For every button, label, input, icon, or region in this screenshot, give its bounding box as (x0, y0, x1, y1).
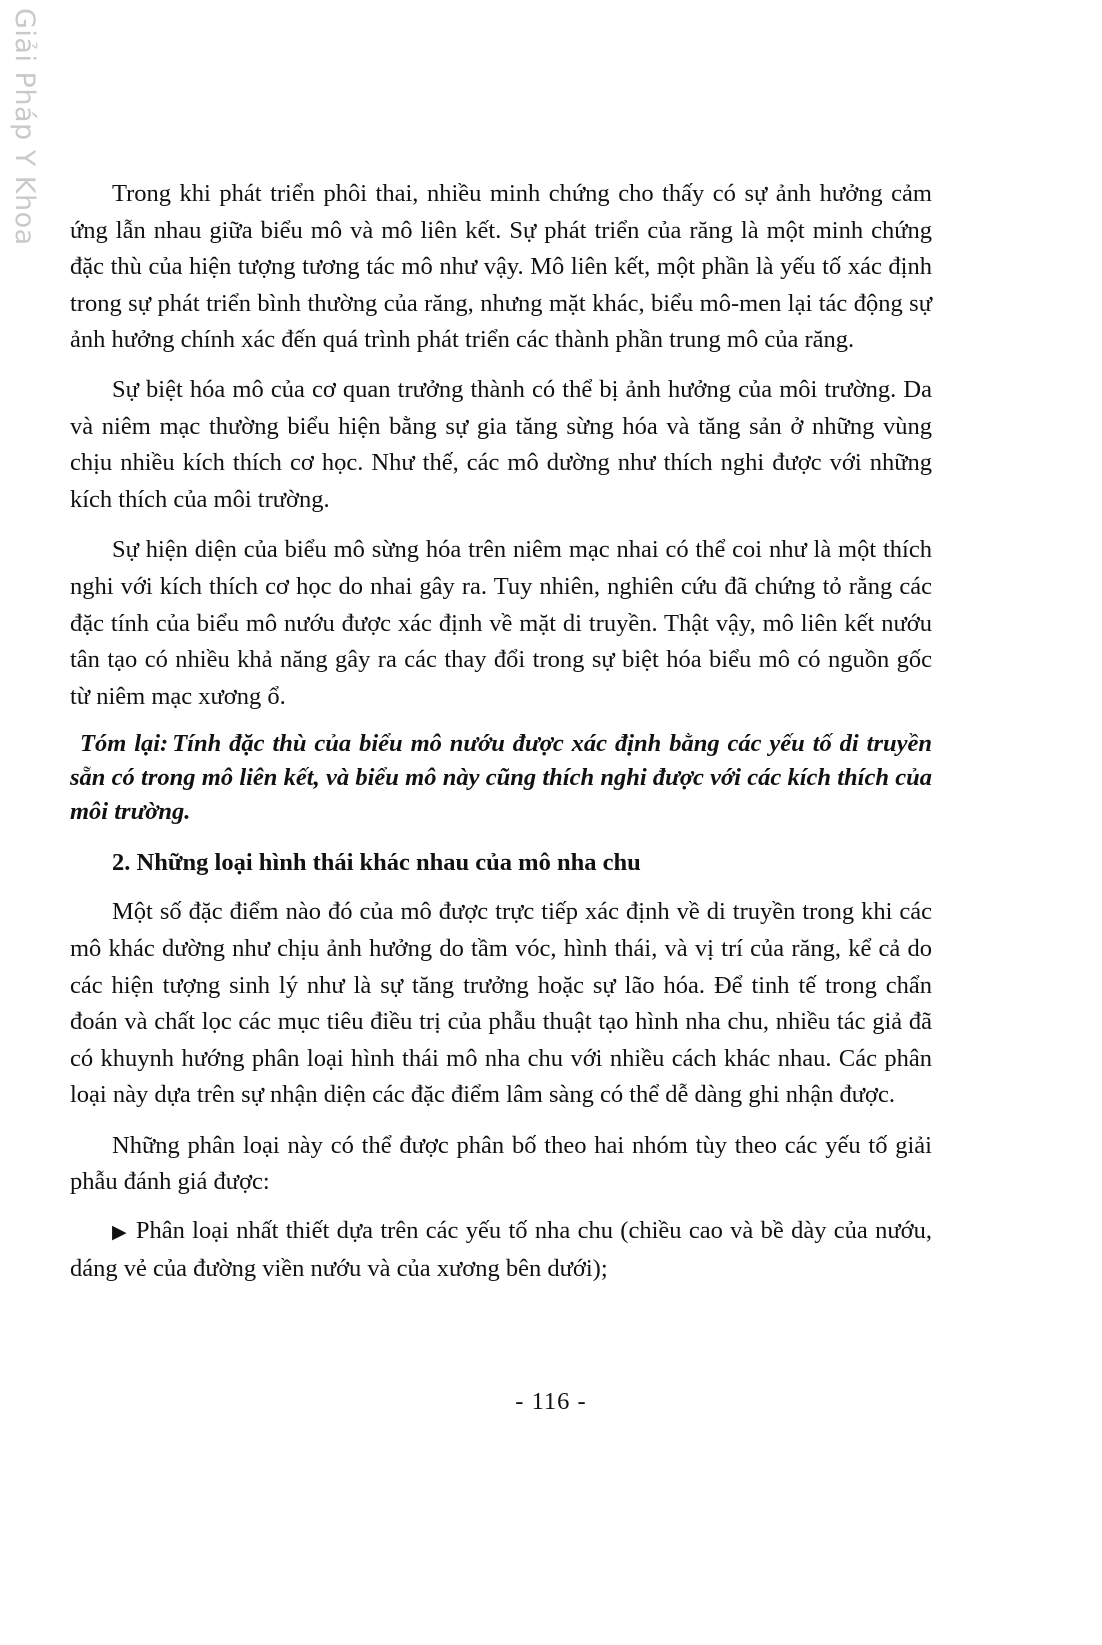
summary-text: Tính đặc thù của biểu mô nướu được xác định bằng các yếu tố di truyền sẵn có trong mô liên kết, và biểu mô này cũng thích nghi được với các kích thích của môi trường. (70, 730, 933, 826)
summary-lead: Tóm lại: (80, 730, 169, 758)
triangle-bullet-icon: ▶ (112, 1221, 128, 1244)
paragraph-2: Sự biệt hóa mô của cơ quan trưởng thành có thể bị ảnh hưởng của môi trường. Da và niêm mạc thường biểu hiện bằng sự gia tăng sừng hóa và tăng sản ở những vùng chịu nhiều kích thích cơ học. Như thế, các mô dường như thích nghi được với những kích thích của môi trường. (70, 375, 932, 513)
page-number: - 116 - (515, 1388, 587, 1415)
bullet-text: Phân loại nhất thiết dựa trên các yếu tố nha chu (chiều cao và bề dày của nướu, dáng vẻ của đường viền nướu và của xương bên dưới); (70, 1217, 932, 1282)
section-paragraph-2: Những phân loại này có thể được phân bố theo hai nhóm tùy theo các yếu tố giải phẫu đánh giá được: (70, 1131, 932, 1196)
section-paragraph-1: Một số đặc điểm nào đó của mô được trực tiếp xác định về di truyền trong khi các mô khác dường như chịu ảnh hưởng do tầm vóc, hình thái, và vị trí của răng, kể cả do các hiện tượng sinh lý như là sự tăng trưởng hoặc sự lão hóa. Để tinh tế trong chẩn đoán và chất lọc các mục tiêu điều trị của phẫu thuật tạo hình nha chu, nhiều tác giả đã có khuynh hướng phân loại hình thái mô nha chu với nhiều cách khác nhau. Các phân loại này dựa trên sự nhận diện các đặc điểm lâm sàng có thể dễ dàng ghi nhận được. (70, 898, 932, 1109)
section-heading: 2. Những loại hình thái khác nhau của mô nha chu (112, 849, 641, 877)
paragraph-1: Trong khi phát triển phôi thai, nhiều minh chứng cho thấy có sự ảnh hưởng cảm ứng lẫn nhau giữa biểu mô và mô liên kết. Sự phát triển của răng là một minh chứng đặc thù của hiện tượng tương tác mô như vậy. Mô liên kết, một phần là yếu tố xác định trong sự phát triển bình thường của răng, nhưng mặt khác, biểu mô-men lại tác động sự ảnh hưởng chính xác đến quá trình phát triển các thành phần trung mô của răng. (70, 180, 932, 354)
watermark-text: Giải Pháp Y Khoa (9, 8, 40, 246)
summary-paragraph (70, 727, 932, 829)
page-body (70, 176, 932, 1287)
bullet-item (70, 1213, 932, 1287)
paragraph-3: Sự hiện diện của biểu mô sừng hóa trên niêm mạc nhai có thể coi như là một thích nghi với kích thích cơ học do nhai gây ra. Tuy nhiên, nghiên cứu đã chứng tỏ rằng các đặc tính của biểu mô nướu được xác định về mặt di truyền. Thật vậy, mô liên kết nướu tân tạo có nhiều khả năng gây ra các thay đổi trong sự biệt hóa biểu mô có nguồn gốc từ niêm mạc xương ổ. (70, 536, 932, 710)
